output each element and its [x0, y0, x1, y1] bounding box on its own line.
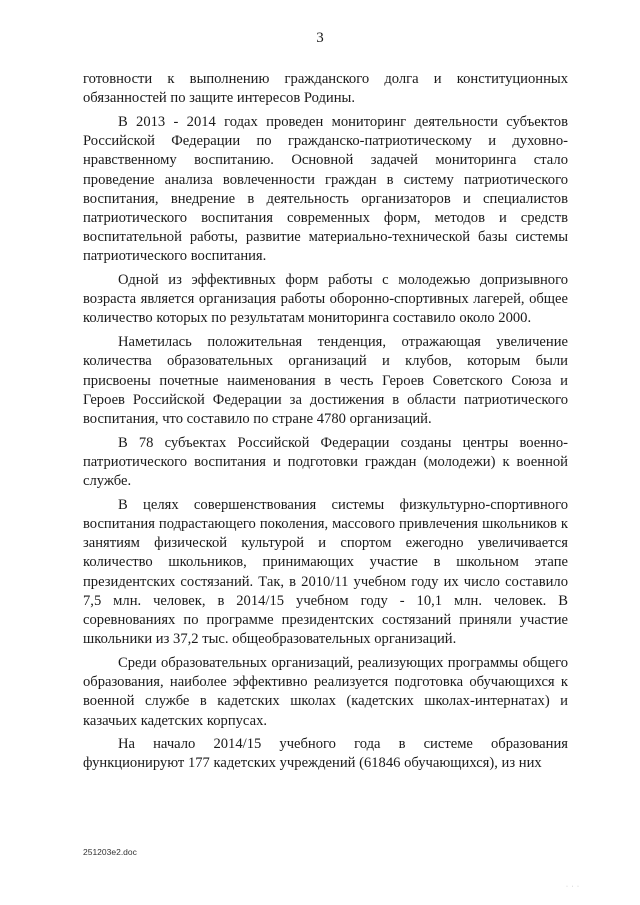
paragraph: В 2013 - 2014 годах проведен мониторинг деятельности субъектов Российской Федерации по гражданско-патриотическому и духовно-нравственному воспитанию. Основной задачей мониторинга стало проведение анализа вовлеченности граждан в систему патриотического воспитания, внедрение в деятельность организаторов и специалистов патриотического воспитания современных форм, методов и средств воспитательной работы, развитие материально-технической базы системы патриотического воспитания. [83, 113, 568, 265]
paragraph: В целях совершенствования системы физкультурно-спортивного воспитания подрастающего поколения, массового привлечения школьников к занятиям физической культурой и спортом ежегодно увеличивается количество школьников, принимающих участие в школьном этапе президентских состязаний. Так, в 2010/11 учебном году их число составило 7,5 млн. человек, в 2014/15 учебном году - 10,1 млн. человек. В соревнованиях по программе президентских состязаний приняли участие школьники из 37,2 тыс. общеобразовательных организаций. [83, 496, 568, 648]
scan-artifact: · · · [566, 884, 580, 890]
paragraph: Наметилась положительная тенденция, отражающая увеличение количества образовательных организаций и клубов, которым были присвоены почетные наименования в честь Героев Советского Союза и Героев Российской Федерации за достижения в области патриотического воспитания, что составило по стране 4780 организаций. [83, 334, 568, 427]
paragraph: На начало 2014/15 учебного года в системе образования функционируют 177 кадетских учреждений (61846 обучающихся), из них [83, 736, 568, 772]
paragraph: Одной из эффективных форм работы с молодежью допризывного возраста является организация работы оборонно-спортивных лагерей, общее количество которых по результатам мониторинга составило около 2000. [83, 272, 568, 327]
page-number: 3 [316, 30, 324, 46]
file-reference: 251203e2.doc [83, 847, 137, 857]
document-body [83, 70, 568, 778]
paragraph: готовности к выполнению гражданского долга и конституционных обязанностей по защите интересов Родины. [83, 71, 568, 107]
paragraph: В 78 субъектах Российской Федерации созданы центры военно-патриотического воспитания и подготовки граждан (молодежи) к военной службе. [83, 434, 568, 490]
paragraph: Среди образовательных организаций, реализующих программы общего образования, наиболее эффективно реализуется подготовка обучающихся к военной службе в кадетских школах (кадетских школах-интернатах) и казачьих кадетских корпусах. [83, 654, 568, 729]
